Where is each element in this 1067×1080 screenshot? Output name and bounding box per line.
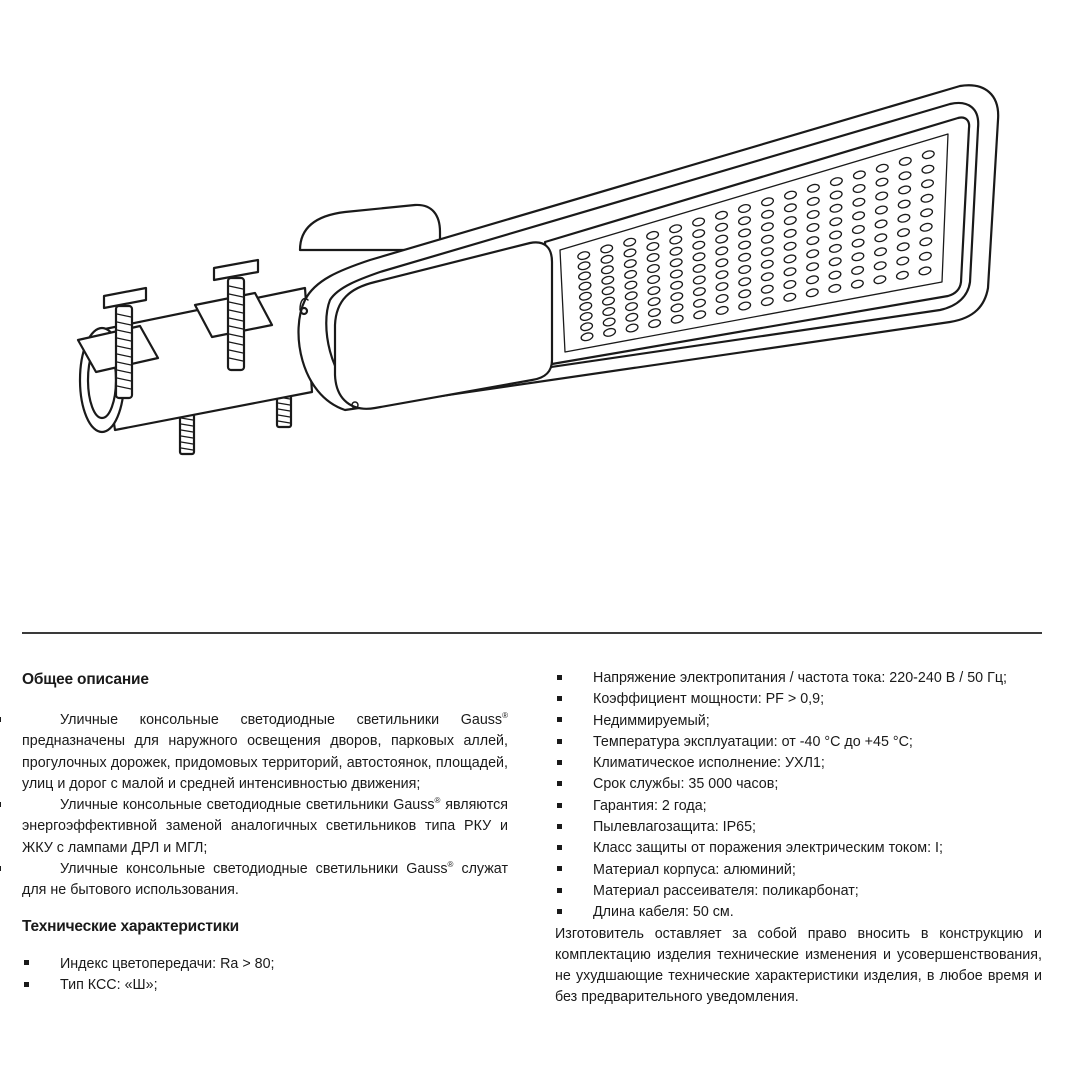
spec-item: Коэффициент мощности: PF > 0,9;	[555, 689, 1042, 710]
bullet-icon	[24, 982, 29, 987]
bullet-icon	[557, 781, 562, 786]
bullet-icon	[557, 760, 562, 765]
bullet-icon	[557, 845, 562, 850]
spec-item: Срок службы: 35 000 часов;	[555, 774, 1042, 795]
spec-item: Материал рассеивателя: поликарбонат;	[555, 881, 1042, 902]
spec-item: Пылевлагозащита: IP65;	[555, 817, 1042, 838]
manufacturer-note: Изготовитель оставляет за собой право вносить в конструкцию и комплектацию изделия технические изменения и усовершенствования, не ухудшающие технические характеристики изделия, в любое время и без предварительного уведомления.	[555, 925, 1042, 1006]
specs-list-left	[22, 954, 508, 997]
description-paragraph: Уличные консольные светодиодные светильники Gauss® служат для не бытового использования.	[22, 859, 508, 902]
left-column	[22, 668, 508, 996]
right-column	[555, 668, 1042, 1009]
bullet-icon	[557, 675, 562, 680]
mounting-bolt-lower-left	[180, 412, 194, 454]
spec-item: Тип КСС: «Ш»;	[22, 975, 508, 996]
description-paragraph: Уличные консольные светодиодные светильники Gauss® предназначены для наружного освещения дворов, парковых аллей, прогулочных дорожек, придомовых территорий, автостоянок, площадей, улиц и дорог с малой и средней интенсивностью движения;	[22, 710, 508, 795]
bullet-icon	[0, 866, 1, 871]
spec-item: Гарантия: 2 года;	[555, 796, 1042, 817]
bullet-icon	[557, 824, 562, 829]
specs-list-right	[555, 668, 1042, 924]
spec-item: Длина кабеля: 50 см.	[555, 902, 1042, 923]
spec-item: Материал корпуса: алюминий;	[555, 860, 1042, 881]
section-divider	[22, 632, 1042, 634]
bullet-icon	[557, 888, 562, 893]
bullet-icon	[0, 802, 1, 807]
bullet-icon	[557, 739, 562, 744]
spec-item: Класс защиты от поражения электрическим током: I;	[555, 838, 1042, 859]
specs-heading: Технические характеристики	[22, 917, 239, 935]
bullet-icon	[557, 696, 562, 701]
bullet-icon	[557, 909, 562, 914]
bullet-icon	[557, 803, 562, 808]
spec-item: Климатическое исполнение: УХЛ1;	[555, 753, 1042, 774]
description-paragraph: Уличные консольные светодиодные светильники Gauss® являются энергоэффективной заменой аналогичных светильников типа РКУ и ЖКУ с лампами ДРЛ и МГЛ;	[22, 795, 508, 859]
bullet-icon	[557, 717, 562, 722]
spec-item: Недиммируемый;	[555, 711, 1042, 732]
bullet-icon	[557, 866, 562, 871]
spec-item: Температура эксплуатации: от -40 °С до +45 °С;	[555, 732, 1042, 753]
spec-item: Напряжение электропитания / частота тока: 220-240 В / 50 Гц;	[555, 668, 1042, 689]
description-heading: Общее описание	[22, 671, 149, 688]
bullet-icon	[0, 717, 1, 722]
bullet-icon	[24, 960, 29, 965]
spec-item: Индекс цветопередачи: Ra > 80;	[22, 954, 508, 975]
